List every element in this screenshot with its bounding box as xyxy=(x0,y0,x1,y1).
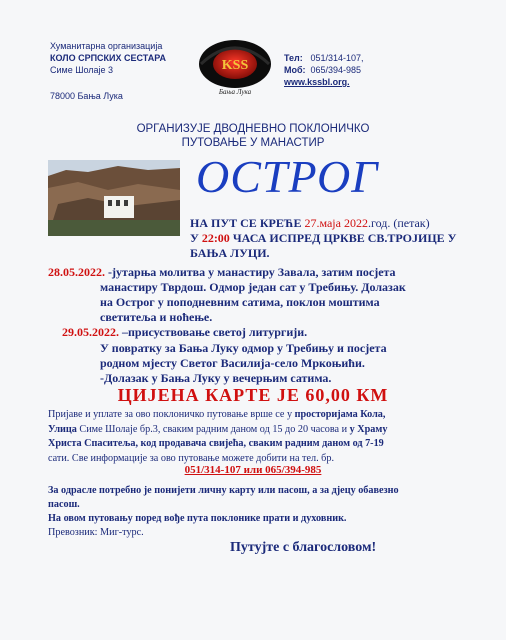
phone-numbers: 051/314-107 или 065/394-985 xyxy=(184,464,322,476)
org-name: КОЛО СРПСКИХ СЕСТАРА xyxy=(50,53,166,63)
contact-block xyxy=(284,52,364,88)
day1-line2: манастиру Тврдош. Одмор један сат у Требињу. Долазак xyxy=(100,280,406,294)
logo-ring-text: Бања Лука xyxy=(218,88,252,96)
day1-line1: 28.05.2022. -јутарња молитва у манастиру Завала, затим посјета xyxy=(48,265,396,279)
ticket-price: ЦИЈЕНА КАРТЕ ЈЕ 60,00 КМ xyxy=(117,385,389,405)
blessing-text: Путујте с благословом! xyxy=(230,540,377,555)
heading-line1: ОРГАНИЗУЈЕ ДВОДНЕВНО ПОКЛОНИЧКО xyxy=(136,123,370,135)
departure-line2: У 22:00 ЧАСА ИСПРЕД ЦРКВЕ СВ.ТРОЈИЦЕ У xyxy=(190,231,457,245)
mob-label: Моб: xyxy=(284,65,306,75)
notes-block xyxy=(48,484,468,540)
mob-value: 065/394-985 xyxy=(310,65,362,75)
org-type: Хуманитарна организација xyxy=(50,41,163,51)
departure-line1: НА ПУТ СЕ КРЕЋЕ 27.маја 2022.год. (петак) xyxy=(190,216,430,230)
tel-value: 051/314-107, xyxy=(310,53,364,63)
heading-line2: ПУТОВАЊЕ У МАНАСТИР xyxy=(181,137,325,149)
notes-passport: пасош. xyxy=(48,499,80,510)
day2-line1: 29.05.2022. –присуствовање светој литургији. xyxy=(62,325,308,339)
tel-label: Тел: xyxy=(284,53,303,63)
organization-block xyxy=(50,40,166,102)
day1-line4: светитеља и ноћење. xyxy=(100,310,213,324)
logo-text: KSS xyxy=(221,58,249,73)
day2-line4: -Долазак у Бања Луку у вечерњим сатима. xyxy=(100,371,332,385)
notes-documents: За одрасле потребно је понијети личну карту или пасош, а за дјецу обавезно xyxy=(48,485,399,496)
day1-line3: на Острог у поподневним сатима, поклон моштима xyxy=(100,295,380,309)
org-address: Симе Шолаје 3 xyxy=(50,65,114,75)
registration-info: Пријаве и уплате за ово поклоничко путовање врше се у просторијама Кола, Улица Симе Шолаје бр.3, сваким радним даном од 15 до 20 часова и у Храму Христа Спаситеља, код продавача свијећа, сваким радним даном од 7-19 сати. Све информације за ово путовање можете добити на тел. бр. xyxy=(48,409,388,464)
website-link[interactable]: www.kssbl.org. xyxy=(284,77,350,87)
notes-guide: На овом путовању поред вође пута поклонике прати и духовник. xyxy=(48,513,347,524)
departure-line3: БАЊА ЛУЦИ. xyxy=(190,246,270,260)
kss-emblem-icon xyxy=(195,38,275,98)
day2-line3: родном мјесту Светог Василија-село Мркоњићи. xyxy=(100,356,365,370)
day2-line2: У повратку за Бања Луку одмор у Требињу и посјета xyxy=(100,341,387,355)
notes-carrier: Превозник: Миг-турс. xyxy=(48,527,144,538)
monastery-title: ОСТРОГ xyxy=(196,151,379,202)
org-city: 78000 Бања Лука xyxy=(50,91,123,101)
monastery-photo xyxy=(48,160,180,236)
